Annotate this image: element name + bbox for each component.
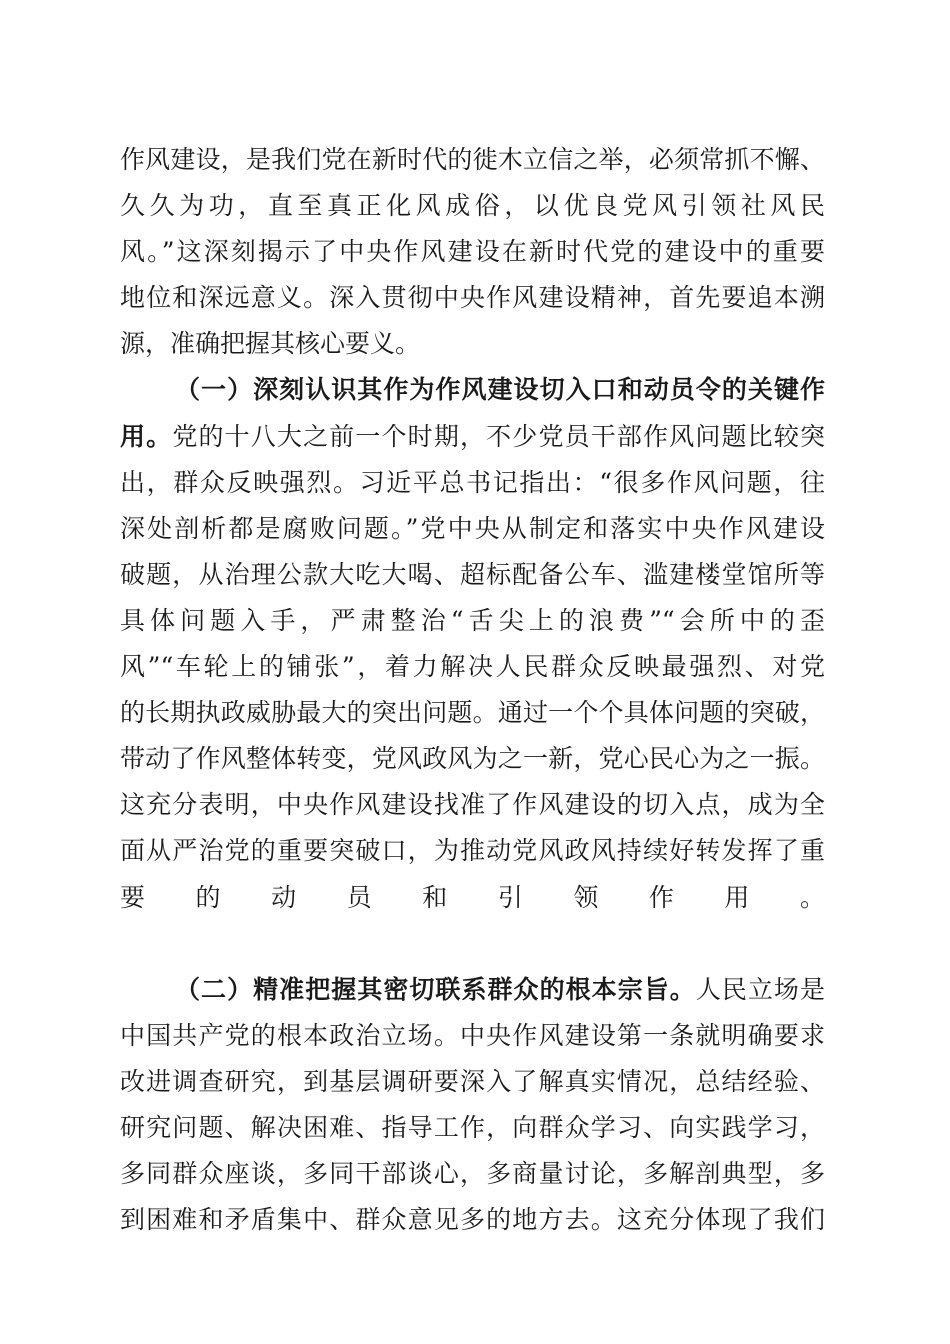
text-line: 多同群众座谈，多同干部谈心，多商量讨论，多解剖典型，多 — [120, 1159, 825, 1189]
section-heading: 用。 — [120, 421, 173, 451]
paragraph — [120, 137, 825, 367]
text-line: 久久为功，直至真正化风成俗，以优良党风引领社风民 — [120, 191, 825, 221]
document-body — [120, 137, 825, 1243]
text-line: 作风建设，是我们党在新时代的徙木立信之举，必须常抓不懈、 — [120, 145, 825, 174]
text-span: 党的十八大之前一个时期，不少党员干部作风问题比较突 — [172, 421, 825, 451]
text-line: 面从严治党的重要突破口，为推动党风政风持续好转发挥了重 — [120, 836, 825, 866]
text-line: 改进调查研究，到基层调研要深入了解真实情况，总结经验、 — [120, 1066, 825, 1096]
section-heading-line: （一）深刻认识其作为作风建设切入口和动员令的关键作 — [175, 375, 825, 405]
text-line: 风”“车轮上的铺张”，着力解决人民群众反映最强烈、对党 — [120, 652, 825, 682]
text-span: 人民立场是 — [695, 974, 825, 1004]
text-line: 风。”这深刻揭示了中央作风建设在新时代党的建设中的重要 — [120, 237, 825, 267]
text-line: 要的动员和引领作用。 — [120, 882, 825, 912]
text-line: 具体问题入手，严肃整治“舌尖上的浪费”“会所中的歪 — [120, 605, 825, 635]
text-line: 研究问题、解决困难、指导工作，向群众学习、向实践学习， — [120, 1112, 825, 1142]
text-line: 破题，从治理公款大吃大喝、超标配备公车、滥建楼堂馆所等 — [120, 559, 825, 589]
text-line — [120, 414, 825, 460]
text-line: 到困难和矛盾集中、群众意见多的地方去。这充分体现了我们 — [120, 1205, 825, 1235]
text-line: 中国共产党的根本政治立场。中央作风建设第一条就明确要求 — [120, 1020, 825, 1050]
text-line — [120, 921, 825, 967]
text-line: 地位和深远意义。深入贯彻中央作风建设精神，首先要追本溯 — [120, 283, 825, 313]
text-line: 带动了作风整体转变，党风政风为之一新，党心民心为之一振。 — [120, 744, 825, 774]
text-line: 这充分表明，中央作风建设找准了作风建设的切入点，成为全 — [120, 790, 825, 820]
text-line: 出，群众反映强烈。习近平总书记指出：“很多作风问题，往 — [120, 467, 825, 497]
text-line: 的长期执政威胁最大的突出问题。通过一个个具体问题的突破， — [120, 698, 825, 728]
section-heading: （二）精准把握其密切联系群众的根本宗旨。 — [175, 974, 696, 1004]
paragraph — [120, 367, 825, 966]
text-line: 深处剖析都是腐败问题。”党中央从制定和落实中央作风建设 — [120, 513, 825, 543]
paragraph — [120, 967, 825, 1244]
text-line: 源，准确把握其核心要义。 — [120, 329, 421, 359]
text-line — [120, 967, 825, 1013]
